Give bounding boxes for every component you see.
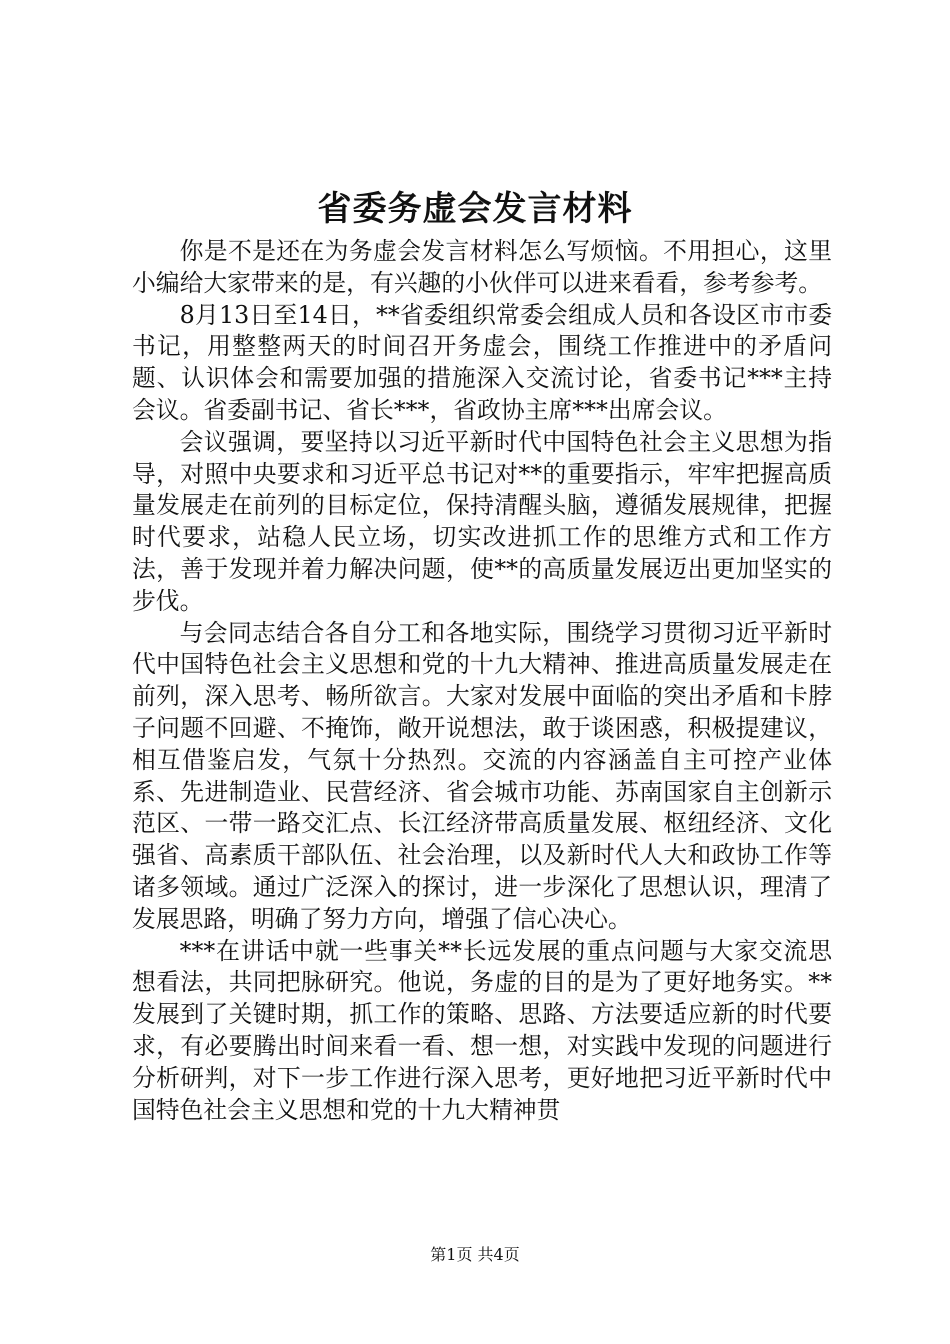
paragraph-intro: 你是不是还在为务虚会发言材料怎么写烦恼。不用担心，这里小编给大家带来的是，有兴趣的小伙伴可以进来看看，参考参考。 — [132, 237, 832, 297]
document-title: 省委务虚会发言材料 — [317, 189, 633, 229]
paragraph-meeting-emphasis: 会议强调，要坚持以习近平新时代中国特色社会主义思想为指导，对照中央要求和习近平总书记对**的重要指示，牢牢把握高质量发展走在前列的目标定位，保持清醒头脑，遵循发展规律，把握时代要求，站稳人民立场，切实改进抓工作的思维方式和工作方法，善于发现并着力解决问题，使**的高质量发展迈出更加坚实的步伐。 — [132, 427, 832, 615]
paragraph-discussion: 与会同志结合各自分工和各地实际，围绕学习贯彻习近平新时代中国特色社会主义思想和党的十九大精神、推进高质量发展走在前列，深入思考、畅所欲言。大家对发展中面临的突出矛盾和卡脖子问题不回避、不掩饰，敞开说想法，敢于谈困惑，积极提建议，相互借鉴启发，气氛十分热烈。交流的内容涵盖自主可控产业体系、先进制造业、民营经济、省会城市功能、苏南国家自主创新示范区、一带一路交汇点、长江经济带高质量发展、枢纽经济、文化强省、高素质干部队伍、社会治理，以及新时代人大和政协工作等诸多领域。通过广泛深入的探讨，进一步深化了思想认识，理清了发展思路，明确了努力方向，增强了信心决心。 — [132, 618, 832, 933]
document-body — [132, 236, 832, 1126]
paragraph-meeting-overview: 8月13日至14日，**省委组织常委会组成人员和各设区市市委书记，用整整两天的时间召开务虚会，围绕工作推进中的矛盾问题、认识体会和需要加强的措施深入交流讨论，省委书记***主持会议。省委副书记、省长***，省政协主席***出席会议。 — [132, 300, 832, 424]
paragraph-speech: ***在讲话中就一些事关**长远发展的重点问题与大家交流思想看法，共同把脉研究。他说，务虚的目的是为了更好地务实。**发展到了关键时期，抓工作的策略、思路、方法要适应新的时代要求，有必要腾出时间来看一看、想一想，对实践中发现的问题进行分析研判，对下一步工作进行深入思考，更好地把习近平新时代中国特色社会主义思想和党的十九大精神贯 — [132, 936, 832, 1124]
page-number-footer: 第1页 共4页 — [430, 1245, 520, 1264]
